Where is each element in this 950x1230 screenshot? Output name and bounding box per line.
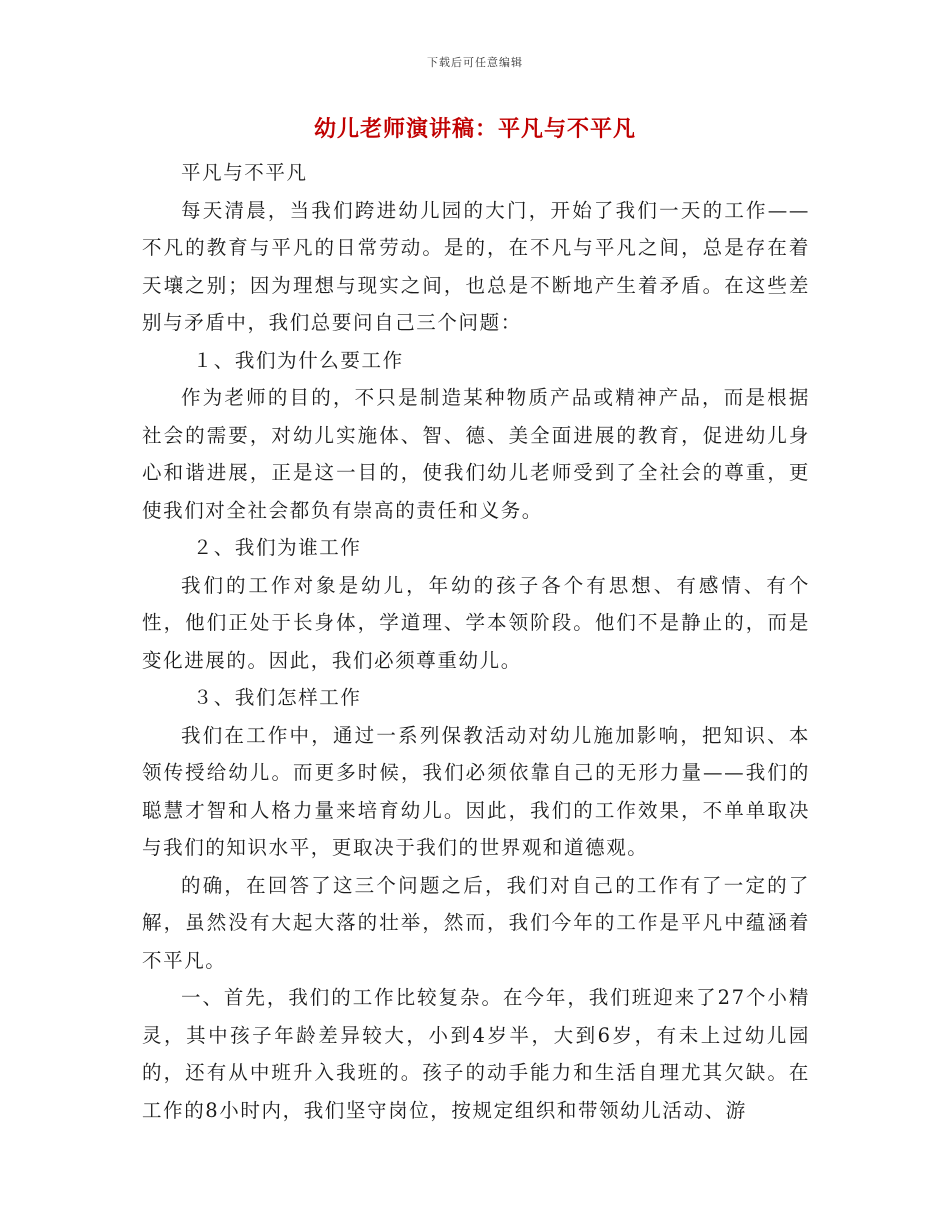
subtitle-paragraph: 平凡与不平凡 (181, 161, 308, 184)
body-paragraph: 的确，在回答了这三个问题之后，我们对自己的工作有了一定的了解，虽然没有大起大落的壮举，然而，我们今年的工作是平凡中蕴涵着不平凡。 (142, 873, 810, 972)
body-paragraph: 每天清晨，当我们跨进幼儿园的大门，开始了我们一天的工作——不凡的教育与平凡的日常劳动。是的，在不凡与平凡之间，总是存在着天壤之别；因为理想与现实之间，也总是不断地产生着矛盾。在这些差别与矛盾中，我们总要问自己三个问题： (142, 198, 810, 334)
question-heading: １、我们为什么要工作 (192, 348, 404, 372)
body-paragraph: 我们在工作中，通过一系列保教活动对幼儿施加影响，把知识、本领传授给幼儿。而更多时候，我们必须依靠自己的无形力量——我们的聪慧才智和人格力量来培育幼儿。因此，我们的工作效果，不单单取决与我们的知识水平，更取决于我们的世界观和道德观。 (142, 723, 810, 859)
question-heading: ３、我们怎样工作 (192, 686, 362, 709)
body-paragraph: 一、首先，我们的工作比较复杂。在今年，我们班迎来了27个小精灵，其中孩子年龄差异较大，小到4岁半，大到6岁，有未上过幼儿园的，还有从中班升入我班的。孩子的动手能力和生活自理尤其欠缺。在工作的8小时内，我们坚守岗位，按规定组织和带领幼儿活动、游 (142, 986, 810, 1122)
body-paragraph: 我们的工作对象是幼儿，年幼的孩子各个有思想、有感情、有个性，他们正处于长身体，学道理、学本领阶段。他们不是静止的，而是变化进展的。因此，我们必须尊重幼儿。 (142, 573, 810, 672)
body-paragraph: 作为老师的目的，不只是制造某种物质产品或精神产品，而是根据社会的需要，对幼儿实施体、智、德、美全面进展的教育，促进幼儿身心和谐进展，正是这一目的，使我们幼儿老师受到了全社会的尊重，更使我们对全社会都负有崇高的责任和义务。 (142, 386, 810, 522)
document-title: 幼儿老师演讲稿：平凡与不平凡 (313, 116, 636, 142)
header-note: 下载后可任意编辑 (427, 56, 523, 69)
question-heading: ２、我们为谁工作 (192, 536, 362, 559)
document-body (142, 154, 810, 1129)
